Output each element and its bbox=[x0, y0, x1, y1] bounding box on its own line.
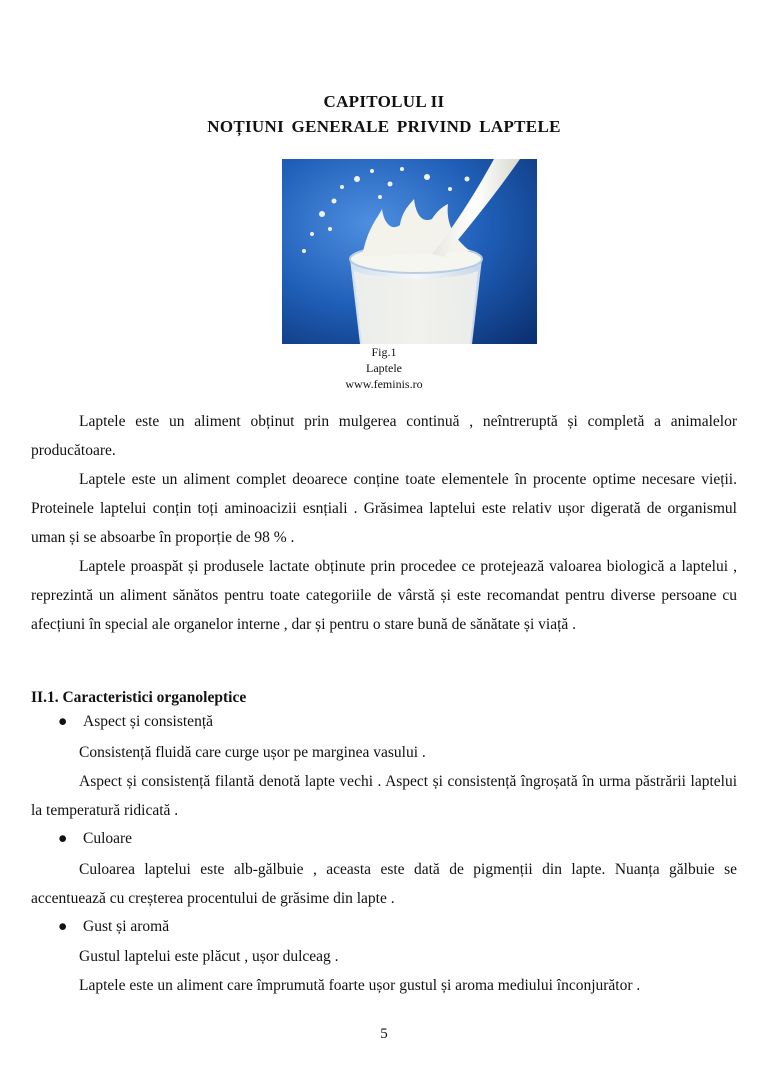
bullet-icon: ● bbox=[58, 918, 68, 935]
bullet-item bbox=[58, 918, 169, 936]
bullet-icon: ● bbox=[58, 713, 68, 730]
bullet-text: Consistență fluidă care curge ușor pe marginea vasului . bbox=[79, 744, 426, 761]
paragraph: Laptele este un aliment obținut prin mulgerea continuă , neîntreruptă și completă a animalelor producătoare. bbox=[31, 413, 737, 459]
figure-title: Laptele bbox=[366, 361, 402, 375]
figure-source: www.feminis.ro bbox=[345, 377, 423, 391]
bullet-item bbox=[58, 830, 132, 848]
chapter-label: CAPITOLUL II bbox=[323, 92, 445, 111]
bullet-label: Gust și aromă bbox=[83, 918, 170, 935]
section-heading: II.1. Caracteristici organoleptice bbox=[31, 689, 247, 706]
figure-number: Fig.1 bbox=[371, 345, 397, 359]
bullet-icon: ● bbox=[58, 830, 68, 847]
bullet-label: Culoare bbox=[83, 830, 133, 847]
paragraph: Laptele este un aliment complet deoarece conține toate elementele în procente optime necesare vieții. Proteinele laptelui conțin toți aminoacizii esnțiali . Grăsimea laptelui este relativ ușor digerată de organismul uman și se absoarbe în proporție de 98 % . bbox=[31, 471, 737, 546]
bullet-text: Gustul laptelui este plăcut , ușor dulceag . bbox=[79, 948, 339, 965]
bullet-text: Aspect și consistență filantă denotă lapte vechi . Aspect și consistență îngroșată în urma păstrării laptelui la temperatură ridicată . bbox=[31, 773, 737, 819]
bullet-text: Laptele este un aliment care împrumută foarte ușor gustul și aroma mediului înconjurător . bbox=[79, 977, 641, 994]
page-number: 5 bbox=[380, 1026, 388, 1042]
milk-glass-image bbox=[282, 159, 537, 344]
bullet-item bbox=[58, 713, 213, 731]
chapter-title: NOȚIUNI GENERALE PRIVIND LAPTELE bbox=[207, 117, 561, 136]
milk-glass-splash-icon bbox=[282, 159, 537, 344]
bullet-text: Culoarea laptelui este alb-gălbuie , aceasta este dată de pigmenții din lapte. Nuanța gălbuie se accentuează cu creșterea procentului de grăsime din lapte . bbox=[31, 861, 737, 907]
bullet-label: Aspect și consistență bbox=[83, 713, 214, 730]
paragraph: Laptele proaspăt și produsele lactate obținute prin procedee ce protejează valoarea biologică a laptelui , reprezintă un aliment sănătos pentru toate categoriile de vârstă și este recomandat pentru diverse persoane cu afecțiuni în special ale organelor interne , dar și pentru o stare bună de sănătate și viață . bbox=[31, 558, 737, 633]
